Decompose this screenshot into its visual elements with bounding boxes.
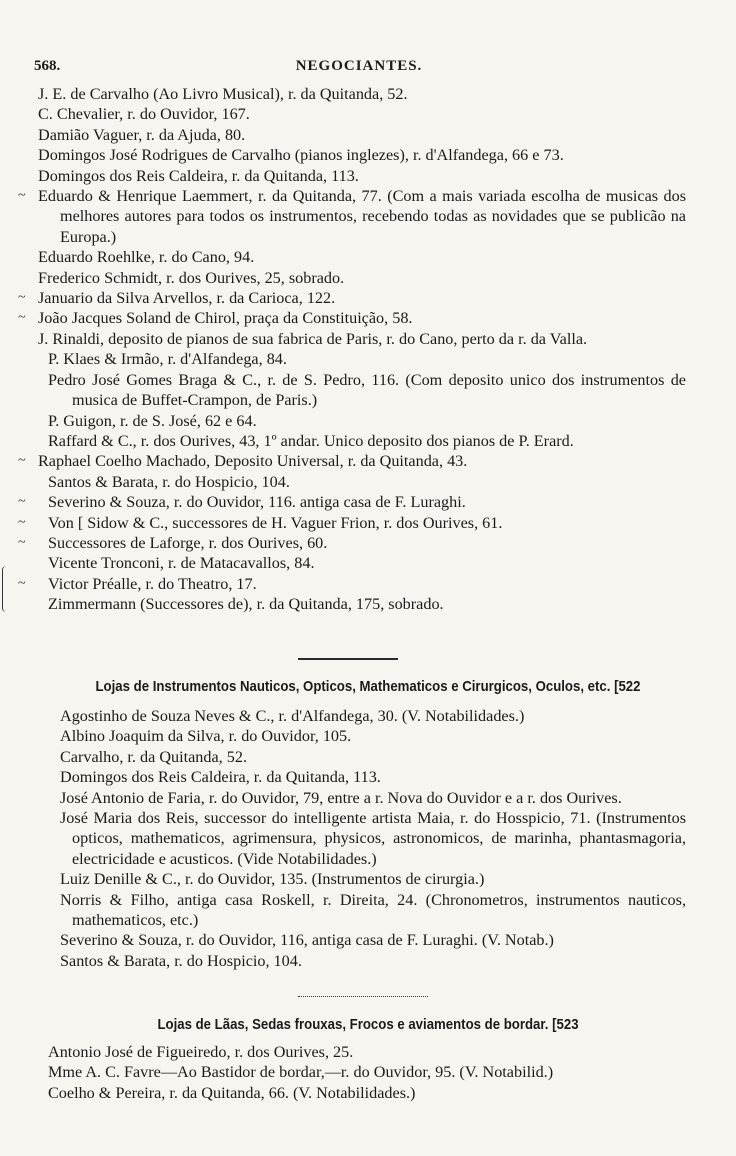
- list-item-text: João Jacques Soland de Chirol, praça da Constituição, 58.: [38, 309, 413, 328]
- list-item: [0, 411, 736, 431]
- list-item: [0, 84, 736, 104]
- list-item: [0, 930, 736, 950]
- list-item-text: Agostinho de Souza Neves & C., r. d'Alfandega, 30. (V. Notabilidades.): [60, 707, 525, 725]
- list-item: [0, 533, 736, 553]
- list-item: [0, 104, 736, 124]
- list-item: [0, 166, 736, 186]
- margin-bracket: [2, 566, 9, 612]
- margin-mark-icon: ~: [18, 453, 26, 469]
- margin-mark-icon: ~: [18, 188, 26, 204]
- list-item-text: Pedro José Gomes Braga & C., r. de S. Pedro, 116. (Com deposito unico dos instrumentos de musica de Buffet-Crampon, de Paris.): [48, 370, 686, 410]
- list-item-text: Successores de Laforge, r. dos Ourives, 60.: [48, 533, 328, 552]
- list-item-text: Vicente Tronconi, r. de Matacavallos, 84.: [48, 554, 315, 573]
- list-item-text: Damião Vaguer, r. da Ajuda, 80.: [38, 125, 246, 144]
- margin-mark-icon: ~: [18, 514, 26, 530]
- list-item-text: J. E. de Carvalho (Ao Livro Musical), r. da Quitanda, 52.: [38, 85, 408, 103]
- list-item: [0, 808, 736, 869]
- list-item-text: C. Chevalier, r. do Ouvidor, 167.: [38, 105, 250, 124]
- list-item-text: Severino & Souza, r. do Ouvidor, 116. antiga casa de F. Luraghi.: [48, 493, 466, 512]
- list-item-text: Januario da Silva Arvellos, r. da Carioca, 122.: [38, 289, 336, 308]
- list-item: [0, 370, 736, 411]
- list-item: [0, 553, 736, 573]
- list-item: [0, 767, 736, 787]
- list-item-text: Domingos José Rodrigues de Carvalho (pianos inglezes), r. d'Alfandega, 66 e 73.: [38, 146, 564, 165]
- list-item: [0, 788, 736, 808]
- list-item-text: Albino Joaquim da Silva, r. do Ouvidor, 105.: [60, 727, 352, 746]
- list-item: [0, 890, 736, 931]
- margin-mark-icon: ~: [18, 290, 26, 306]
- list-item: [0, 747, 736, 767]
- list-item: [0, 125, 736, 145]
- list-item: [0, 247, 736, 267]
- list-item: [0, 1042, 736, 1062]
- list-item: [0, 492, 736, 512]
- list-item-text: P. Guigon, r. de S. José, 62 e 64.: [48, 411, 257, 430]
- list-item-text: Carvalho, r. da Quitanda, 52.: [60, 747, 248, 766]
- list-item-text: Domingos dos Reis Caldeira, r. da Quitanda, 113.: [60, 768, 381, 787]
- list-item: [0, 472, 736, 492]
- list-item-text: Zimmermann (Successores de), r. da Quitanda, 175, sobrado.: [48, 595, 444, 614]
- list-item: [0, 308, 736, 328]
- list-item: [0, 1062, 736, 1082]
- list-item-text: Victor Préalle, r. do Theatro, 17.: [48, 574, 257, 593]
- list-item-text: Mme A. C. Favre—Ao Bastidor de bordar,—r. do Ouvidor, 95. (V. Notabilid.): [48, 1063, 554, 1082]
- list-item-text: P. Klaes & Irmão, r. d'Alfandega, 84.: [48, 350, 287, 369]
- list-item: [0, 706, 736, 726]
- list-item: [0, 431, 736, 451]
- list-item-text: Domingos dos Reis Caldeira, r. da Quitanda, 113.: [38, 166, 359, 185]
- margin-mark-icon: ~: [18, 494, 26, 510]
- list-item-text: Santos & Barata, r. do Hospicio, 104.: [60, 951, 302, 970]
- list-item: [0, 513, 736, 533]
- list-item-text: Luiz Denille & C., r. do Ouvidor, 135. (Instrumentos de cirurgia.): [60, 870, 485, 889]
- margin-mark-icon: ~: [18, 534, 26, 550]
- list-item-text: Severino & Souza, r. do Ouvidor, 116, antiga casa de F. Luraghi. (V. Notab.): [60, 931, 554, 950]
- list-item-text: Von [ Sidow & C., successores de H. Vaguer Frion, r. dos Ourives, 61.: [48, 513, 503, 532]
- list-item: [0, 1083, 736, 1103]
- section-title-wool: Lojas de Lãas, Sedas frouxas, Frocos e aviamentos de bordar. [523: [157, 1016, 579, 1033]
- list-item-text: José Maria dos Reis, successor do intelligente artista Maia, r. do Hosspicio, 71. (Instrumentos opticos, mathematicos, agrimensura, physicos, astronomicos, de marinha, phantasmagoria, electricidade e acusticos. (Vide Notabilidades.): [60, 809, 686, 868]
- list-item: [0, 869, 736, 889]
- list-item-text: Raphael Coelho Machado, Deposito Universal, r. da Quitanda, 43.: [38, 452, 468, 471]
- page-header: [34, 58, 684, 82]
- list-item-text: J. Rinaldi, deposito de pianos de sua fabrica de Paris, r. do Cano, perto da r. da Valla.: [38, 329, 588, 348]
- list-item: [0, 268, 736, 288]
- section-divider-2: [298, 996, 428, 997]
- list-item: [0, 451, 736, 471]
- list-item: [0, 288, 736, 308]
- wool-shops-list: [0, 1042, 736, 1103]
- list-item-text: Antonio José de Figueiredo, r. dos Ourives, 25.: [48, 1043, 354, 1061]
- list-item: [0, 186, 736, 247]
- list-item-text: Raffard & C., r. dos Ourives, 43, 1º andar. Unico deposito dos pianos de P. Erard.: [48, 431, 574, 450]
- list-item: [0, 594, 736, 614]
- margin-mark-icon: ~: [18, 310, 26, 326]
- page-title: NEGOCIANTES.: [295, 58, 423, 74]
- list-item: [0, 951, 736, 971]
- section-title-instruments: Lojas de Instrumentos Nauticos, Opticos, Mathematicos e Cirurgicos, Oculos, etc. [522: [95, 678, 641, 695]
- list-item: [0, 726, 736, 746]
- list-item: [0, 329, 736, 349]
- list-item-text: Coelho & Pereira, r. da Quitanda, 66. (V. Notabilidades.): [48, 1083, 416, 1102]
- list-item-text: Eduardo Roehlke, r. do Cano, 94.: [38, 248, 255, 267]
- margin-mark-icon: ~: [18, 575, 26, 591]
- list-item: [0, 349, 736, 369]
- section-divider-1: [298, 658, 398, 660]
- list-item-text: José Antonio de Faria, r. do Ouvidor, 79, entre a r. Nova do Ouvidor e a r. dos Ourives.: [60, 788, 622, 807]
- list-item: [0, 145, 736, 165]
- list-item-text: Norris & Filho, antiga casa Roskell, r. Direita, 24. (Chronometros, instrumentos nauticos, mathematicos, etc.): [60, 890, 686, 930]
- list-item: [0, 574, 736, 594]
- list-item-text: Frederico Schmidt, r. dos Ourives, 25, sobrado.: [38, 268, 345, 287]
- instrument-shops-list: [0, 706, 736, 971]
- page-number: 568.: [34, 58, 61, 74]
- list-item-text: Eduardo & Henrique Laemmert, r. da Quitanda, 77. (Com a mais variada escolha de musicas dos melhores autores para todos os instrumentos, recebendo todas as novidades que se publicão na Europa.): [38, 187, 686, 246]
- list-item-text: Santos & Barata, r. do Hospicio, 104.: [48, 472, 290, 491]
- music-merchants-list: [0, 84, 736, 615]
